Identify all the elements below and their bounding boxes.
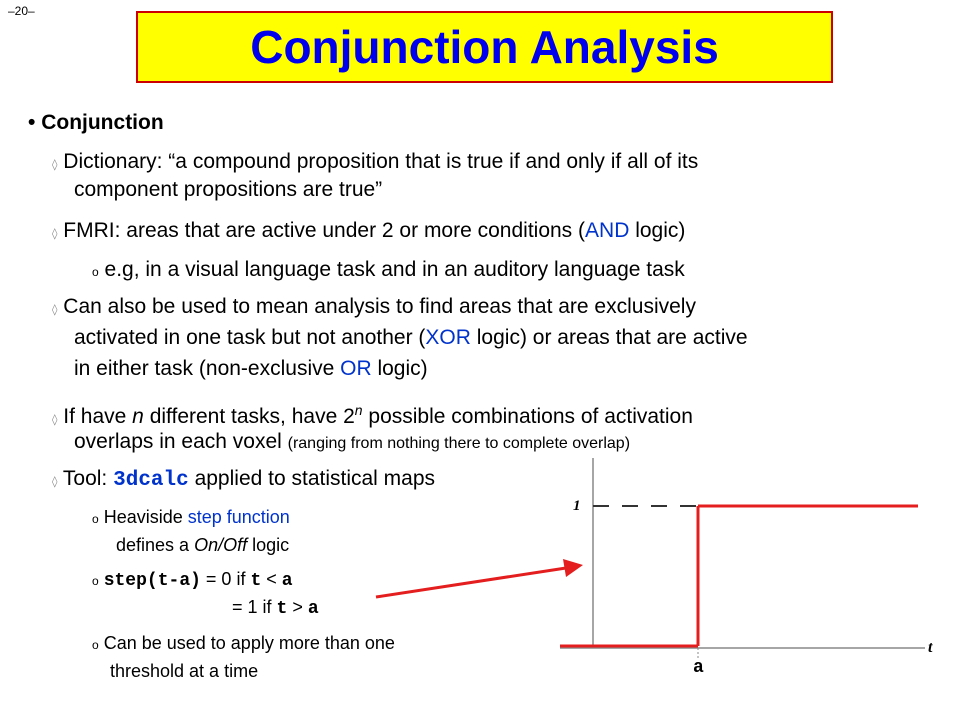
step-eq1: = 1 if <box>232 597 277 617</box>
circle-bullet-icon: o <box>92 512 99 526</box>
diamond-bullet-icon: ◊ <box>52 227 58 240</box>
tasks-text-mid: different tasks, have 2 <box>143 405 355 428</box>
heaviside-text: Heaviside <box>103 507 188 527</box>
t-var: t <box>276 599 288 619</box>
dictionary-line1: Dictionary: “a compound proposition that is true if and only if all of its <box>63 150 699 173</box>
tool-text: Tool: <box>62 467 114 490</box>
arrow-head-icon <box>563 559 583 577</box>
or-keyword: OR <box>340 357 372 380</box>
also-line3-end: logic) <box>371 357 428 380</box>
heaviside-line2-end: logic <box>247 535 290 555</box>
also-line3-text: in either task (non-exclusive <box>74 357 341 380</box>
n-variable: n <box>132 405 144 428</box>
heaviside-line2-text: defines a <box>116 535 195 555</box>
example-text: e.g, in a visual language task and in an auditory language task <box>104 258 685 281</box>
a-var: a <box>307 599 319 619</box>
a-var: a <box>281 571 293 591</box>
diamond-bullet-icon: ◊ <box>52 303 58 316</box>
threshold-line2: threshold at a time <box>110 661 259 681</box>
slide-title: Conjunction Analysis <box>250 21 719 73</box>
exponent-n: n <box>354 402 363 418</box>
tasks-text-end: possible combinations of activation <box>362 405 693 428</box>
also-line1: Can also be used to mean analysis to find areas that are exclusively <box>63 295 696 318</box>
circle-bullet-icon: o <box>92 638 99 652</box>
y-label: 1 <box>573 498 581 514</box>
diamond-bullet-icon: ◊ <box>52 475 58 488</box>
tasks-text: If have <box>63 405 133 428</box>
also-line2-text: activated in one task but not another ( <box>74 326 426 349</box>
gt-sign: > <box>287 597 308 617</box>
threshold-line1: Can be used to apply more than one <box>103 633 395 653</box>
step-code: step(t-a) <box>103 571 201 591</box>
fmri-text-end: logic) <box>629 219 686 242</box>
t-var: t <box>250 571 262 591</box>
and-keyword: AND <box>585 219 630 242</box>
step-eq0: = 0 if <box>200 569 251 589</box>
page-number: –20– <box>8 4 35 18</box>
tool-code: 3dcalc <box>113 469 189 492</box>
tasks-line2-note: (ranging from nothing there to complete overlap) <box>287 435 631 452</box>
lt-sign: < <box>261 569 282 589</box>
bullet-dot-icon: • <box>28 111 36 134</box>
heading: Conjunction <box>41 111 164 134</box>
step-function-link: step function <box>187 507 290 527</box>
xor-keyword: XOR <box>425 326 471 349</box>
tasks-line2-text: overlaps in each voxel <box>74 430 288 453</box>
fmri-text: FMRI: areas that are active under 2 or more conditions ( <box>63 219 586 242</box>
circle-bullet-icon: o <box>92 574 99 588</box>
dictionary-line2: component propositions are true” <box>74 178 383 201</box>
diamond-bullet-icon: ◊ <box>52 413 58 426</box>
x-label: t <box>928 639 933 656</box>
also-line2-end: logic) or areas that are active <box>470 326 748 349</box>
circle-bullet-icon: o <box>92 265 99 279</box>
tool-text-end: applied to statistical maps <box>188 467 436 490</box>
diamond-bullet-icon: ◊ <box>52 158 58 171</box>
a-label: a <box>693 658 704 678</box>
pointer-arrow <box>376 568 566 597</box>
onoff-term: On/Off <box>194 535 248 555</box>
